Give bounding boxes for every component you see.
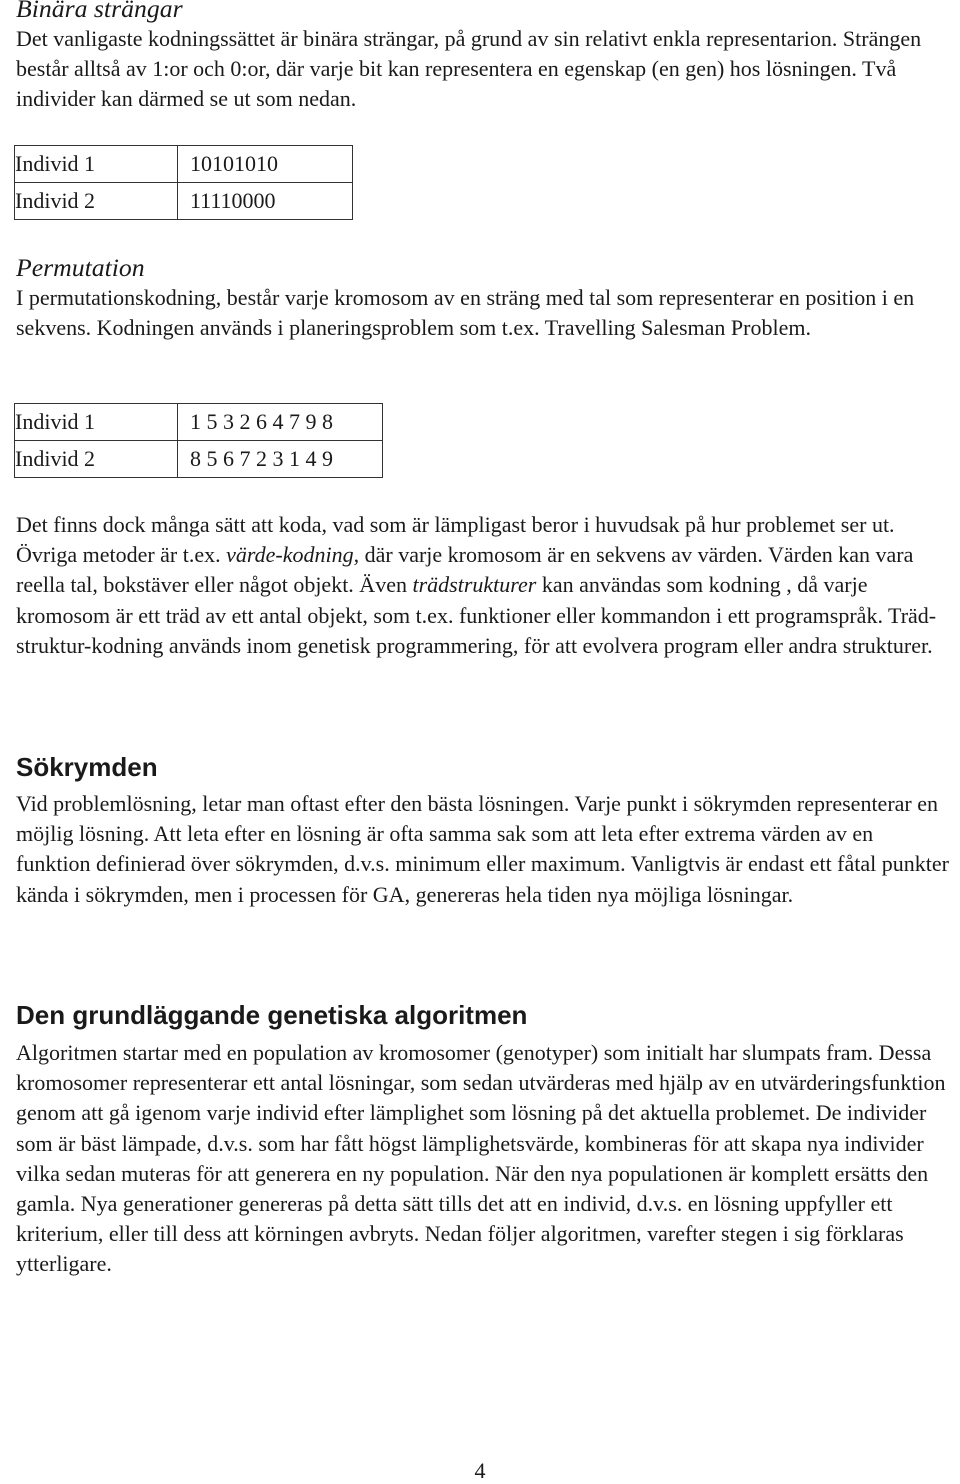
table-row [15, 183, 353, 220]
table-cell-value: 8 5 6 7 2 3 1 4 9 [178, 441, 383, 478]
binary-heading: Binära strängar [16, 0, 183, 23]
encoding-methods-paragraph [16, 510, 946, 661]
table-cell-label: Individ 1 [15, 404, 178, 441]
permutation-table [14, 403, 383, 478]
table-row [15, 404, 383, 441]
table-cell-value: 11110000 [178, 183, 353, 220]
basic-ga-heading: Den grundläggande genetiska algoritmen [16, 1000, 528, 1030]
search-space-paragraph: Vid problemlösning, letar man oftast efter den bästa lösningen. Varje punkt i sökrymden representerar en möjlig lösning. Att leta efter en lösning är ofta samma sak som att leta efter extrema värden av en funktion definierad över sökrymden, d.v.s. minimum eller maximum. Vanligtvis är endast ett fåtal punkter kända i sökrymden, men i processen för GA, genereras hela tiden nya möjliga lösningar. [16, 791, 949, 907]
permutation-paragraph: I permutationskodning, består varje kromosom av en sträng med tal som representerar en position i en sekvens. Kodningen används i planeringsproblem som t.ex. Travelling Salesman Problem. [16, 285, 915, 341]
table-cell-value: 1 5 3 2 6 4 7 9 8 [178, 404, 383, 441]
table-cell-label: Individ 1 [15, 146, 178, 183]
table-cell-value: 10101010 [178, 146, 353, 183]
search-space-heading: Sökrymden [16, 752, 158, 782]
text-run: kan användas som kodning , då varje kromosom är ett träd av ett antal objekt, som t.ex. funktioner eller kommandon i ett programspråk. Träd-struktur-kodning används inom genetisk programmering, för att evolvera program eller andra strukturer. [16, 572, 937, 658]
basic-ga-paragraph: Algoritmen startar med en population av kromosomer (genotyper) som initialt har slumpats fram. Dessa kromosomer representerar ett antal lösningar, som sedan utvärderas med hjälp av en utvärderingsfunktion genom att gå igenom varje individ efter lämplighet som lösning på det aktuella problemet. De individer som är bäst lämpade, d.v.s. som har fått högst lämplighetsvärde, kombineras för att skapa nya individer vilka sedan muteras för att generera en ny population. När den nya populationen är komplett ersätts den gamla. Nya generationer genereras på detta sätt tills det att en individ, d.v.s. en lösning uppfyller ett kriterium, eller till dess att körningen avbryts. Nedan följer algoritmen, varefter stegen i sig förklaras ytterligare. [16, 1040, 946, 1277]
table-cell-label: Individ 2 [15, 183, 178, 220]
page-number: 4 [474, 1458, 486, 1483]
table-row [15, 146, 353, 183]
binary-paragraph: Det vanligaste kodningssättet är binära strängar, på grund av sin relativt enkla representarion. Strängen består alltså av 1:or och 0:or, där varje bit kan representera en egenskap (en gen) hos lösningen. Två individer kan därmed se ut som nedan. [16, 26, 922, 112]
permutation-heading: Permutation [16, 253, 145, 282]
text-run: Det finns dock många sätt att koda, vad som är lämpligast beror i huvudsak på hur problemet ser ut. Övriga metoder är t.ex. [16, 512, 895, 568]
emphasis-text: värde-kodning, [226, 542, 360, 568]
binary-table [14, 145, 353, 220]
table-cell-label: Individ 2 [15, 441, 178, 478]
text-run: där varje kromosom är en sekvens av värden. Värden kan vara reella tal, bokstäver eller något objekt. Även [16, 542, 914, 598]
emphasis-text: trädstrukturer [412, 572, 537, 598]
table-row [15, 441, 383, 478]
